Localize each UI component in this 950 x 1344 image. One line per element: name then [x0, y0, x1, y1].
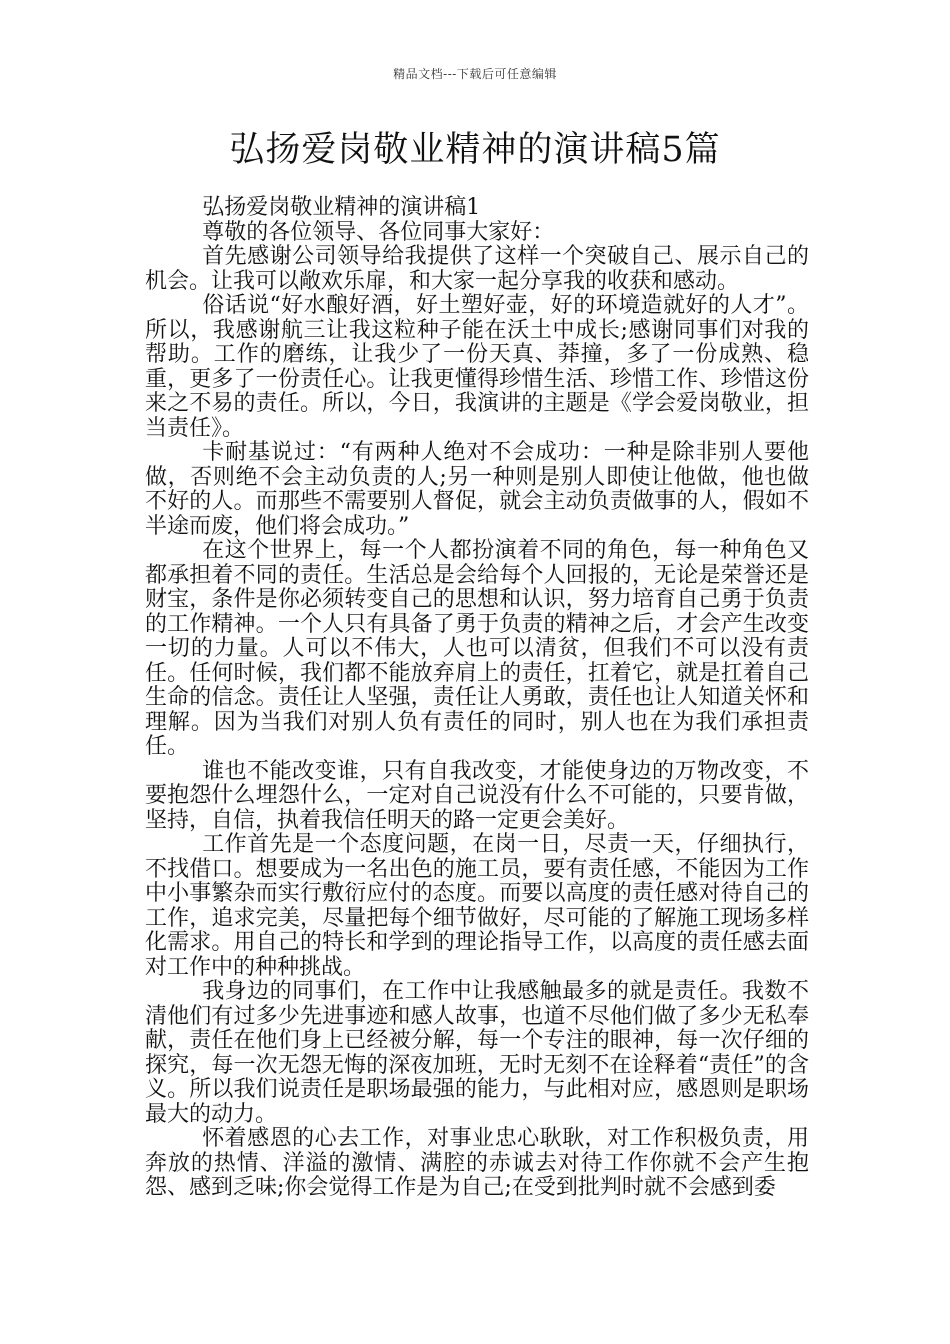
- header-note: 精品文档---下载后可任意编辑: [393, 67, 557, 81]
- paragraph-1: 首先感谢公司领导给我提供了这样一个突破自己、展示自己的机会。让我可以敞欢乐扉，和大家一起分享我的收获和感动。: [145, 244, 809, 294]
- document-title: 弘扬爱岗敬业精神的演讲稿5篇: [229, 130, 721, 170]
- paragraph-2: 俗话说“好水酿好酒，好土塑好壶，好的环境造就好的人才”。所以，我感谢航三让我这粒种子能在沃土中成长;感谢同事们对我的帮助。工作的磨练，让我少了一份天真、莽撞，多了一份成熟、稳重，更多了一份责任心。让我更懂得珍惜生活、珍惜工作、珍惜这份来之不易的责任。所以，今日，我演讲的主题是《学会爱岗敬业，担当责任》。: [145, 293, 809, 441]
- paragraph-3: 卡耐基说过：“有两种人绝对不会成功：一种是除非别人要他做，否则绝不会主动负责的人;另一种则是别人即使让他做，他也做不好的人。而那些不需要别人督促，就会主动负责做事的人，假如不半途而废，他们将会成功。”: [145, 440, 809, 539]
- paragraph-7: 我身边的同事们，在工作中让我感触最多的就是责任。我数不清他们有过多少先进事迹和感人故事，也道不尽他们做了多少无私奉献，责任在他们身上已经被分解，每一个专注的眼神，每一次仔细的探究，每一次无怨无悔的深夜加班，无时无刻不在诠释着“责任”的含义。所以我们说责任是职场最强的能力，与此相对应，感恩则是职场最大的动力。: [145, 979, 809, 1127]
- salutation: 尊敬的各位领导、各位同事大家好：: [202, 219, 555, 245]
- paragraph-4: 在这个世界上，每一个人都扮演着不同的角色，每一种角色又都承担着不同的责任。生活总是会给每个人回报的，无论是荣誉还是财宝，条件是你必须转变自己的思想和认识，努力培育自己勇于负责的工作精神。一个人只有具备了勇于负责的精神之后，才会产生改变一切的力量。人可以不伟大，人也可以清贫，但我们不可以没有责任。任何时候，我们都不能放弃肩上的责任，扛着它，就是扛着自己生命的信念。责任让人坚强，责任让人勇敢，责任也让人知道关怀和理解。因为当我们对别人负有责任的同时，别人也在为我们承担责任。: [145, 538, 809, 759]
- paragraph-8: 怀着感恩的心去工作，对事业忠心耿耿，对工作积极负责，用奔放的热情、洋溢的激情、满腔的赤诚去对待工作你就不会产生抱怨、感到乏味;你会觉得工作是为自己;在受到批判时就不会感到委: [145, 1126, 809, 1200]
- section-heading: 弘扬爱岗敬业精神的演讲稿1: [202, 195, 481, 220]
- paragraph-6: 工作首先是一个态度问题，在岗一日，尽责一天，仔细执行，不找借口。想要成为一名出色的施工员，要有责任感，不能因为工作中小事繁杂而实行敷衍应付的态度。而要以高度的责任感对待自己的工作，追求完美，尽量把每个细节做好，尽可能的了解施工现场多样化需求。用自己的特长和学到的理论指导工作，以高度的责任感去面对工作中的种种挑战。: [145, 832, 809, 980]
- paragraph-5: 谁也不能改变谁，只有自我改变，才能使身边的万物改变，不要抱怨什么埋怨什么，一定对自己说没有什么不可能的，只要肯做，坚持，自信，执着我信任明天的路一定更会美好。: [145, 758, 809, 833]
- document-body: [145, 196, 809, 1201]
